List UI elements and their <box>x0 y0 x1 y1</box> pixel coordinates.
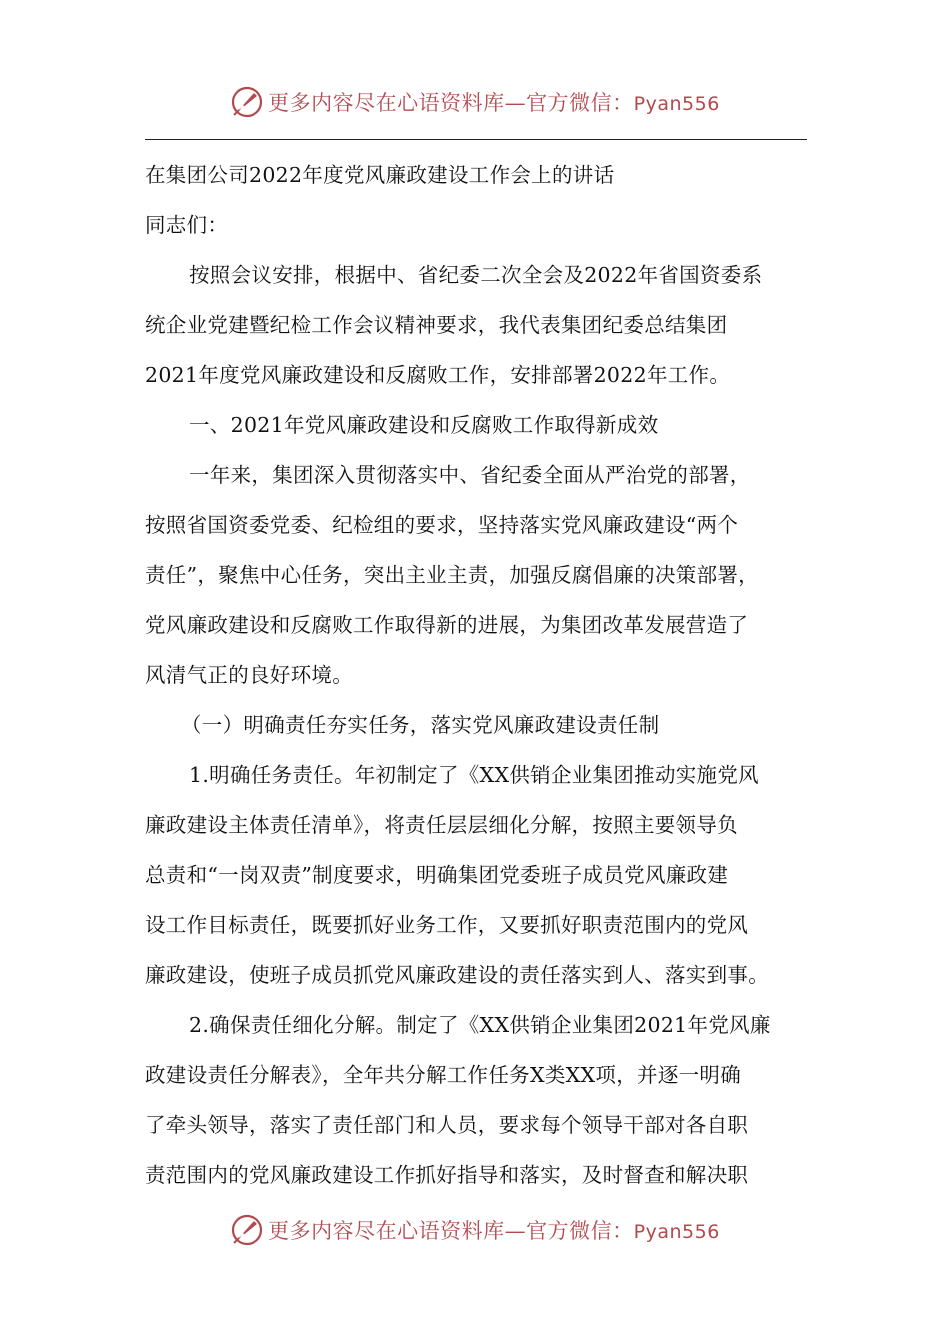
paragraph-line: 廉政建设主体责任清单》，将责任层层细化分解，按照主要领导负 <box>145 813 738 837</box>
wechat-id: Pyan556 <box>633 93 720 115</box>
document-title: 在集团公司2022年度党风廉政建设工作会上的讲话 <box>145 163 615 187</box>
paragraph-line: 廉政建设，使班子成员抓党风廉政建设的责任落实到人、落实到事。 <box>145 963 769 987</box>
wechat-id: Pyan556 <box>633 1221 720 1243</box>
banner-text: 更多内容尽在心语资料库—官方微信：Pyan556 <box>268 91 720 115</box>
paragraph-line: 总责和“一岗双责”制度要求，明确集团党委班子成员党风廉政建 <box>145 863 729 887</box>
quill-logo-icon <box>230 1213 264 1247</box>
paragraph-line: 了牵头领导，落实了责任部门和人员，要求每个领导干部对各自职 <box>145 1113 749 1137</box>
paragraph-line: 一年来，集团深入贯彻落实中、省纪委全面从严治党的部署， <box>189 463 751 487</box>
footer-banner <box>0 1210 950 1250</box>
paragraph-line: 2021年度党风廉政建设和反腐败工作，安排部署2022年工作。 <box>145 363 731 387</box>
paragraph-line: 责任”，聚焦中心任务，突出主业主责，加强反腐倡廉的决策部署， <box>145 563 759 587</box>
section-heading: 一、2021年党风廉政建设和反腐败工作取得新成效 <box>189 413 659 437</box>
quill-logo-icon <box>230 85 264 119</box>
paragraph-line: 1.明确任务责任。年初制定了《XX供销企业集团推动实施党风 <box>189 763 759 787</box>
banner-text: 更多内容尽在心语资料库—官方微信：Pyan556 <box>268 1219 720 1243</box>
paragraph-line: 党风廉政建设和反腐败工作取得新的进展，为集团改革发展营造了 <box>145 613 749 637</box>
paragraph-line: 风清气正的良好环境。 <box>145 663 353 687</box>
header-rule <box>145 139 807 140</box>
paragraph-line: 按照省国资委党委、纪检组的要求，坚持落实党风廉政建设“两个 <box>145 513 739 537</box>
subsection-heading: （一）明确责任夯实任务，落实党风廉政建设责任制 <box>181 713 660 737</box>
paragraph-line: 设工作目标责任，既要抓好业务工作，又要抓好职责范围内的党风 <box>145 913 749 937</box>
paragraph-line: 统企业党建暨纪检工作会议精神要求，我代表集团纪委总结集团 <box>145 313 728 337</box>
paragraph-line: 按照会议安排，根据中、省纪委二次全会及2022年省国资委系 <box>189 263 763 287</box>
document-body <box>145 150 810 1200</box>
paragraph-line: 2.确保责任细化分解。制定了《XX供销企业集团2021年党风廉 <box>189 1013 771 1037</box>
salutation: 同志们： <box>145 213 229 237</box>
header-banner <box>0 82 950 122</box>
paragraph-line: 责范围内的党风廉政建设工作抓好指导和落实，及时督查和解决职 <box>145 1163 749 1187</box>
paragraph-line: 政建设责任分解表》，全年共分解工作任务X类XX项，并逐一明确 <box>145 1063 742 1087</box>
